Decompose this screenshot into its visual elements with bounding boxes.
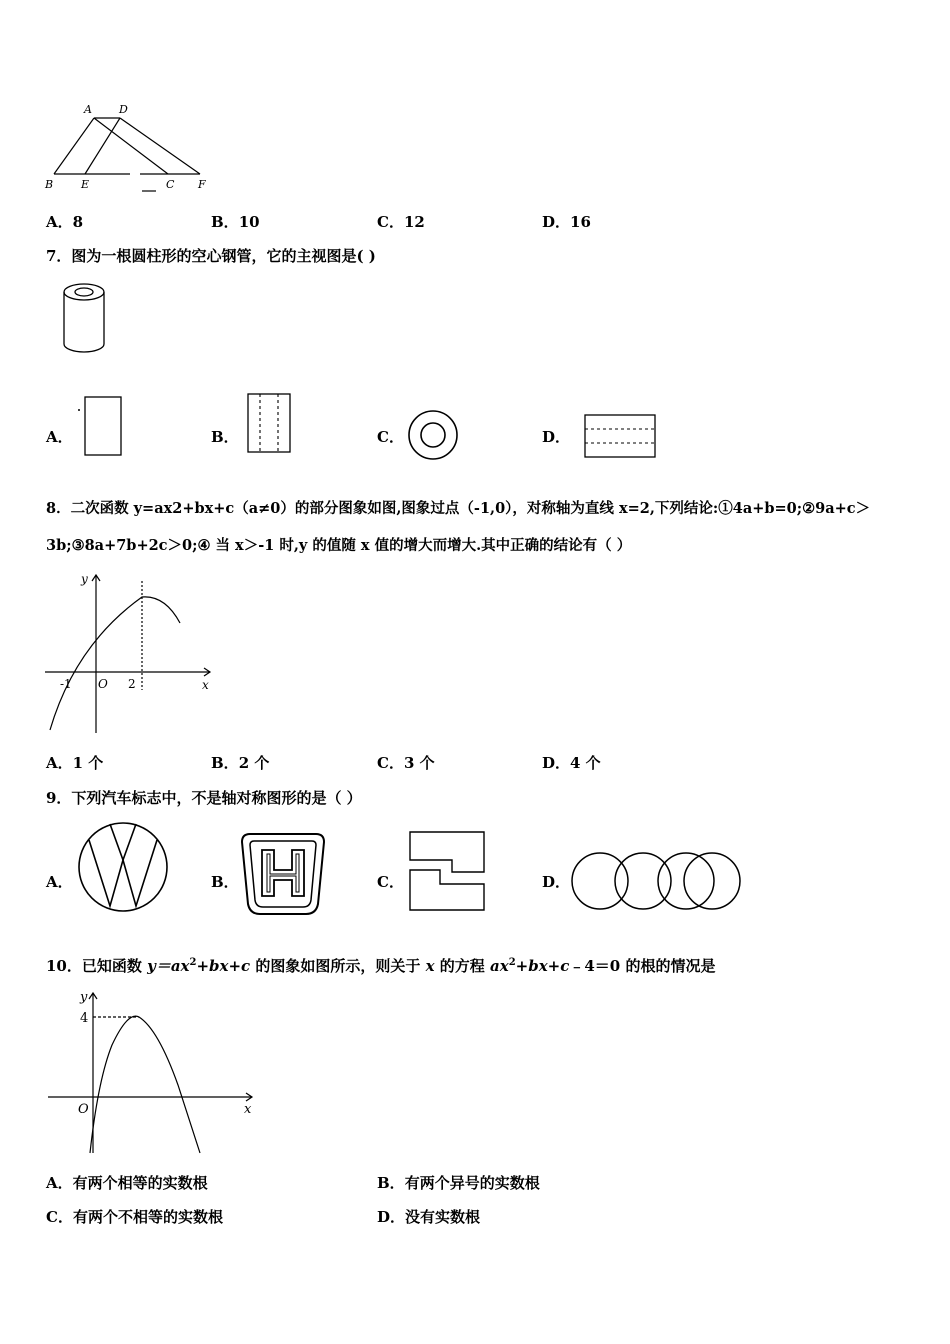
option-text: 没有实数根 — [405, 1208, 481, 1226]
q9-c-logo-figure[interactable] — [404, 828, 490, 914]
q10-option-c[interactable] — [46, 1206, 223, 1227]
q10-func-rest: +bx+c — [196, 957, 251, 975]
q10-parabola-graph — [40, 985, 260, 1160]
option-letter: B． — [211, 754, 239, 772]
tick-label-4: 4 — [80, 1011, 89, 1026]
q9-option-b[interactable]: B． — [211, 873, 239, 891]
option-letter: D． — [377, 1208, 406, 1226]
label-A: A — [84, 103, 92, 116]
axis-label-x: x — [202, 678, 209, 692]
option-letter: A． — [46, 213, 73, 231]
q10-option-b[interactable] — [377, 1172, 540, 1193]
q10-eq-rest: +bx+c — [515, 957, 570, 975]
q10-tail: ﹣4＝0 的根的情况是 — [569, 957, 716, 975]
tick-label-neg1: -1 — [60, 677, 72, 691]
option-text: 有两个异号的实数根 — [404, 1174, 540, 1192]
option-text: 4 个 — [570, 754, 601, 772]
q8-option-d[interactable] — [542, 752, 601, 773]
option-text: 有两个不相等的实数根 — [72, 1208, 223, 1226]
q10-stem — [46, 955, 715, 976]
axis-label-x: x — [244, 1102, 252, 1117]
q9-option-a[interactable]: A． — [46, 873, 73, 891]
label-F: F — [198, 178, 206, 191]
option-letter: D． — [542, 213, 571, 231]
label-C: C — [166, 178, 175, 191]
q8-option-a[interactable] — [46, 752, 103, 773]
origin-label: O — [78, 1102, 89, 1117]
q8-option-c[interactable] — [377, 752, 435, 773]
q7-b-rectangle-dashed-vertical-figure[interactable] — [244, 390, 294, 456]
label-D: D — [119, 103, 128, 116]
option-text: 3 个 — [403, 754, 435, 772]
option-text: 10 — [238, 213, 260, 231]
q10-option-a[interactable] — [46, 1172, 208, 1193]
origin-label: O — [98, 677, 108, 691]
q7-d-rectangle-dashed-horizontal-figure[interactable] — [580, 410, 660, 462]
q10-option-d[interactable] — [377, 1206, 480, 1227]
q7-c-concentric-circles-figure[interactable] — [404, 406, 462, 464]
axis-label-y: y — [81, 572, 88, 586]
q10-mid2: 的方程 — [434, 957, 491, 975]
q10-eq-sup: 2 — [508, 957, 516, 968]
q6-option-d[interactable] — [542, 211, 591, 232]
q6-option-c[interactable] — [377, 211, 425, 232]
option-text: 有两个相等的实数根 — [72, 1174, 208, 1192]
label-B: B — [45, 178, 54, 191]
tick-label-2: 2 — [128, 677, 136, 691]
q8-stem-line1: 8．二次函数 y=ax2+bx+c（a≠0）的部分图象如图,图象过点（-1,0），对称轴为直线 x=2,下列结论:①4a+b=0;②9a+c＞ — [46, 500, 871, 517]
hollow-pipe-figure — [58, 280, 112, 356]
q6-option-a[interactable] — [46, 211, 83, 232]
q7-stem: 7．图为一根圆柱形的空心钢管，它的主视图是( ) — [46, 247, 376, 265]
q8-stem-line2: 3b;③8a+7b+2c＞0;④ 当 x＞-1 时,y 的值随 x 值的增大而增大.其中正确的结论有（ ） — [46, 537, 632, 554]
option-text: 1 个 — [72, 754, 104, 772]
q8-option-b[interactable] — [211, 752, 269, 773]
q10-prefix: 10．已知函数 — [46, 957, 148, 975]
q7-option-b[interactable]: B． — [211, 428, 239, 446]
option-letter: D． — [542, 754, 571, 772]
q10-func-sup: 2 — [189, 957, 197, 968]
option-letter: A． — [46, 754, 73, 772]
option-text: 12 — [403, 213, 425, 231]
q6-option-b[interactable] — [211, 211, 260, 232]
audi-rings-figure[interactable] — [566, 848, 746, 914]
q7-option-c[interactable]: C． — [377, 428, 404, 446]
option-text: 2 个 — [238, 754, 270, 772]
label-E: E — [81, 178, 90, 191]
honda-logo-figure[interactable] — [236, 830, 330, 918]
q10-eq: ax — [490, 957, 509, 975]
q9-stem: 9．下列汽车标志中，不是轴对称图形的是（ ） — [46, 789, 362, 807]
option-text: 16 — [570, 213, 591, 231]
option-letter: C． — [377, 754, 404, 772]
option-letter: A． — [46, 1174, 73, 1192]
option-letter: C． — [46, 1208, 73, 1226]
q6-triangle-figure — [40, 100, 220, 195]
q8-parabola-graph — [40, 565, 220, 740]
q10-xvar: x — [425, 957, 435, 975]
option-letter: C． — [377, 213, 404, 231]
axis-label-y: y — [80, 990, 88, 1005]
q9-option-c[interactable]: C． — [377, 873, 404, 891]
q7-option-a[interactable]: A． — [46, 428, 73, 446]
q10-func: y＝ax — [147, 957, 190, 975]
option-text: 8 — [72, 213, 84, 231]
q10-mid: 的图象如图所示，则关于 — [250, 957, 426, 975]
q9-option-d[interactable]: D． — [542, 873, 571, 891]
q7-a-rectangle-figure[interactable] — [76, 392, 128, 458]
option-letter: B． — [211, 213, 239, 231]
option-letter: B． — [377, 1174, 405, 1192]
vw-logo-figure[interactable] — [74, 818, 172, 916]
q7-option-d[interactable]: D． — [542, 428, 571, 446]
